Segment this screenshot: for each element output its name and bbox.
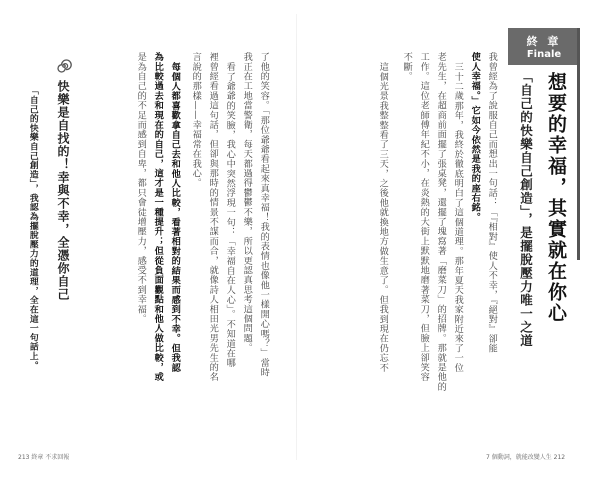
page-gutter bbox=[296, 14, 297, 460]
left-page-line: 言說的那樣——幸福常在我心。 bbox=[190, 52, 202, 188]
right-page-line: 使人幸福。」它如今依然是我的座右銘。 bbox=[469, 52, 481, 222]
section-paragraph: 「自己的快樂自己創造」，我認為擺脫壓力的道理，全在這一句話上。 bbox=[27, 86, 38, 370]
right-page-line: 這個光景我整整看了三天，之後他就換地方做生意了。但我到現在仍忘不 bbox=[377, 62, 389, 373]
left-page-footer: 213 終章 不求回報 bbox=[18, 454, 70, 461]
left-page-line: 裡曾經看過這句話，但卻與那時的情景不謀而合，就像詩人相田光男先生的名 bbox=[207, 52, 219, 382]
left-page-line: 我正在工地當警衛，每天都過得鬱鬱不樂，所以更認真思考這個問題。 bbox=[241, 52, 253, 353]
chapter-label bbox=[508, 28, 580, 65]
right-page-footer: 7 個動詞，就能改變人生 212 bbox=[486, 454, 566, 461]
spiral-icon bbox=[57, 58, 71, 72]
left-page-line: 了他的笑容。「那位爺爺看起來真幸福！我的表情也像他一樣開心嗎？」當時 bbox=[258, 52, 270, 378]
right-page-line: 工作。這位老師傅年紀不小，在炎熱的大街上默默地磨著菜刀，但臉上卻笑容 bbox=[418, 52, 430, 382]
section-heading: 快樂是自找的！幸與不幸，全憑你自己 bbox=[56, 80, 70, 301]
left-page-line: 每個人都喜歡拿自己去和他人比較，看著相對的結果而感到不幸。但我認 bbox=[169, 62, 181, 373]
chapter-title: 想要的幸福，其實就在你心 bbox=[545, 72, 567, 324]
chapter-label-zh: 終 章 bbox=[526, 35, 562, 48]
left-page-line: 看了爺爺的笑臉，我心中突然浮現一句：「幸福自在人心」。不知道在哪 bbox=[224, 62, 236, 368]
right-page-line: 老先生，在超商前面擺了張桌凳，還擺了塊寫著「磨菜刀」的招牌。那就是他的 bbox=[435, 52, 447, 392]
right-page-line: 不斷。 bbox=[401, 52, 413, 82]
right-page-line: 我曾經為了說服自己而想出一句話：「『相對』使人不幸，『絕對』卻能 bbox=[486, 52, 498, 354]
right-page-line: 三十二歲那年，我終於徹底明白了這個道理。那年夏天我家附近來了一位 bbox=[452, 62, 464, 373]
title-rule bbox=[577, 28, 580, 260]
chapter-subtitle: 「自己的快樂自己創造」，是擺脫壓力唯一之道 bbox=[518, 70, 534, 348]
left-page-line: 是為自己的不足而感到自卑，都只會徒增壓力，感受不到幸福。 bbox=[135, 52, 147, 324]
left-page-line: 為比較過去和現在的自己，這才是一種提升；但從負面觀點和他人做比較，或 bbox=[152, 52, 164, 382]
chapter-label-en: Finale bbox=[526, 49, 562, 60]
